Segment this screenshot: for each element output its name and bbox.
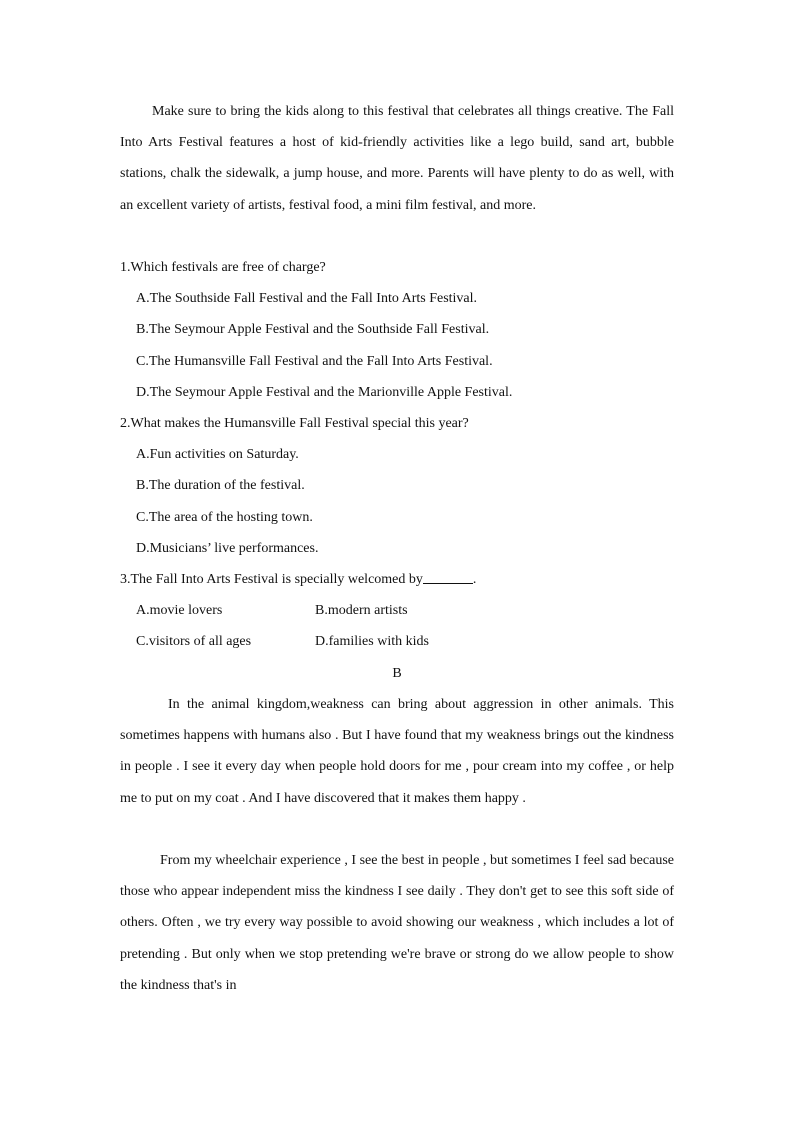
section-b-heading: B — [392, 666, 402, 681]
question-2-stem: 2.What makes the Humansville Fall Festival special this year? — [120, 416, 469, 431]
question-3-option-b: B.modern artists — [315, 603, 408, 618]
question-3-stem: 3.The Fall Into Arts Festival is specially welcomed by — [120, 572, 423, 587]
question-2-option-b: B.The duration of the festival. — [136, 478, 305, 493]
question-1-stem: 1.Which festivals are free of charge? — [120, 260, 326, 275]
question-1-option-c: C.The Humansville Fall Festival and the Fall Into Arts Festival. — [136, 354, 493, 369]
question-1-option-a: A.The Southside Fall Festival and the Fall Into Arts Festival. — [136, 291, 478, 306]
passage-a-paragraph: Make sure to bring the kids along to this festival that celebrates all things creative. The Fall Into Arts Festival features a host of kid-friendly activities like a lego build, sand art, bubble stations, chalk the sidewalk, a jump house, and more. Parents will have plenty to do as well, with an excellent variety of artists, festival food, a mini film festival, and more. — [120, 104, 674, 213]
question-3-option-a: A.movie lovers — [136, 603, 223, 618]
section-b-paragraph-2: From my wheelchair experience , I see the best in people , but sometimes I feel sad because those who appear independent miss the kindness I see daily . They don't get to see this soft side of others. Often , we try every way possible to avoid showing our weakness , which includes a lot of pretending . But only when we stop pretending we're brave or strong do we allow people to show the kindness that's in — [120, 853, 674, 993]
question-3-stem-end: . — [472, 572, 477, 587]
question-1-option-d: D.The Seymour Apple Festival and the Marionville Apple Festival. — [136, 385, 513, 400]
question-2-option-c: C.The area of the hosting town. — [136, 510, 313, 525]
question-3-stem-line — [120, 564, 476, 595]
answer-blank — [423, 569, 473, 584]
question-3-option-c: C.visitors of all ages — [136, 634, 252, 649]
question-2-option-a: A.Fun activities on Saturday. — [136, 447, 299, 462]
question-1-option-b: B.The Seymour Apple Festival and the Southside Fall Festival. — [136, 322, 490, 337]
section-b-paragraph-1: In the animal kingdom,weakness can bring about aggression in other animals. This sometimes happens with humans also . But I have found that my weakness brings out the kindness in people . I see it every day when people hold doors for me , pour cream into my coffee , or help me to put on my coat . And I have discovered that it makes them happy . — [120, 697, 674, 806]
question-3-option-d: D.families with kids — [315, 634, 429, 649]
question-2-option-d: D.Musicians’ live performances. — [136, 541, 319, 556]
